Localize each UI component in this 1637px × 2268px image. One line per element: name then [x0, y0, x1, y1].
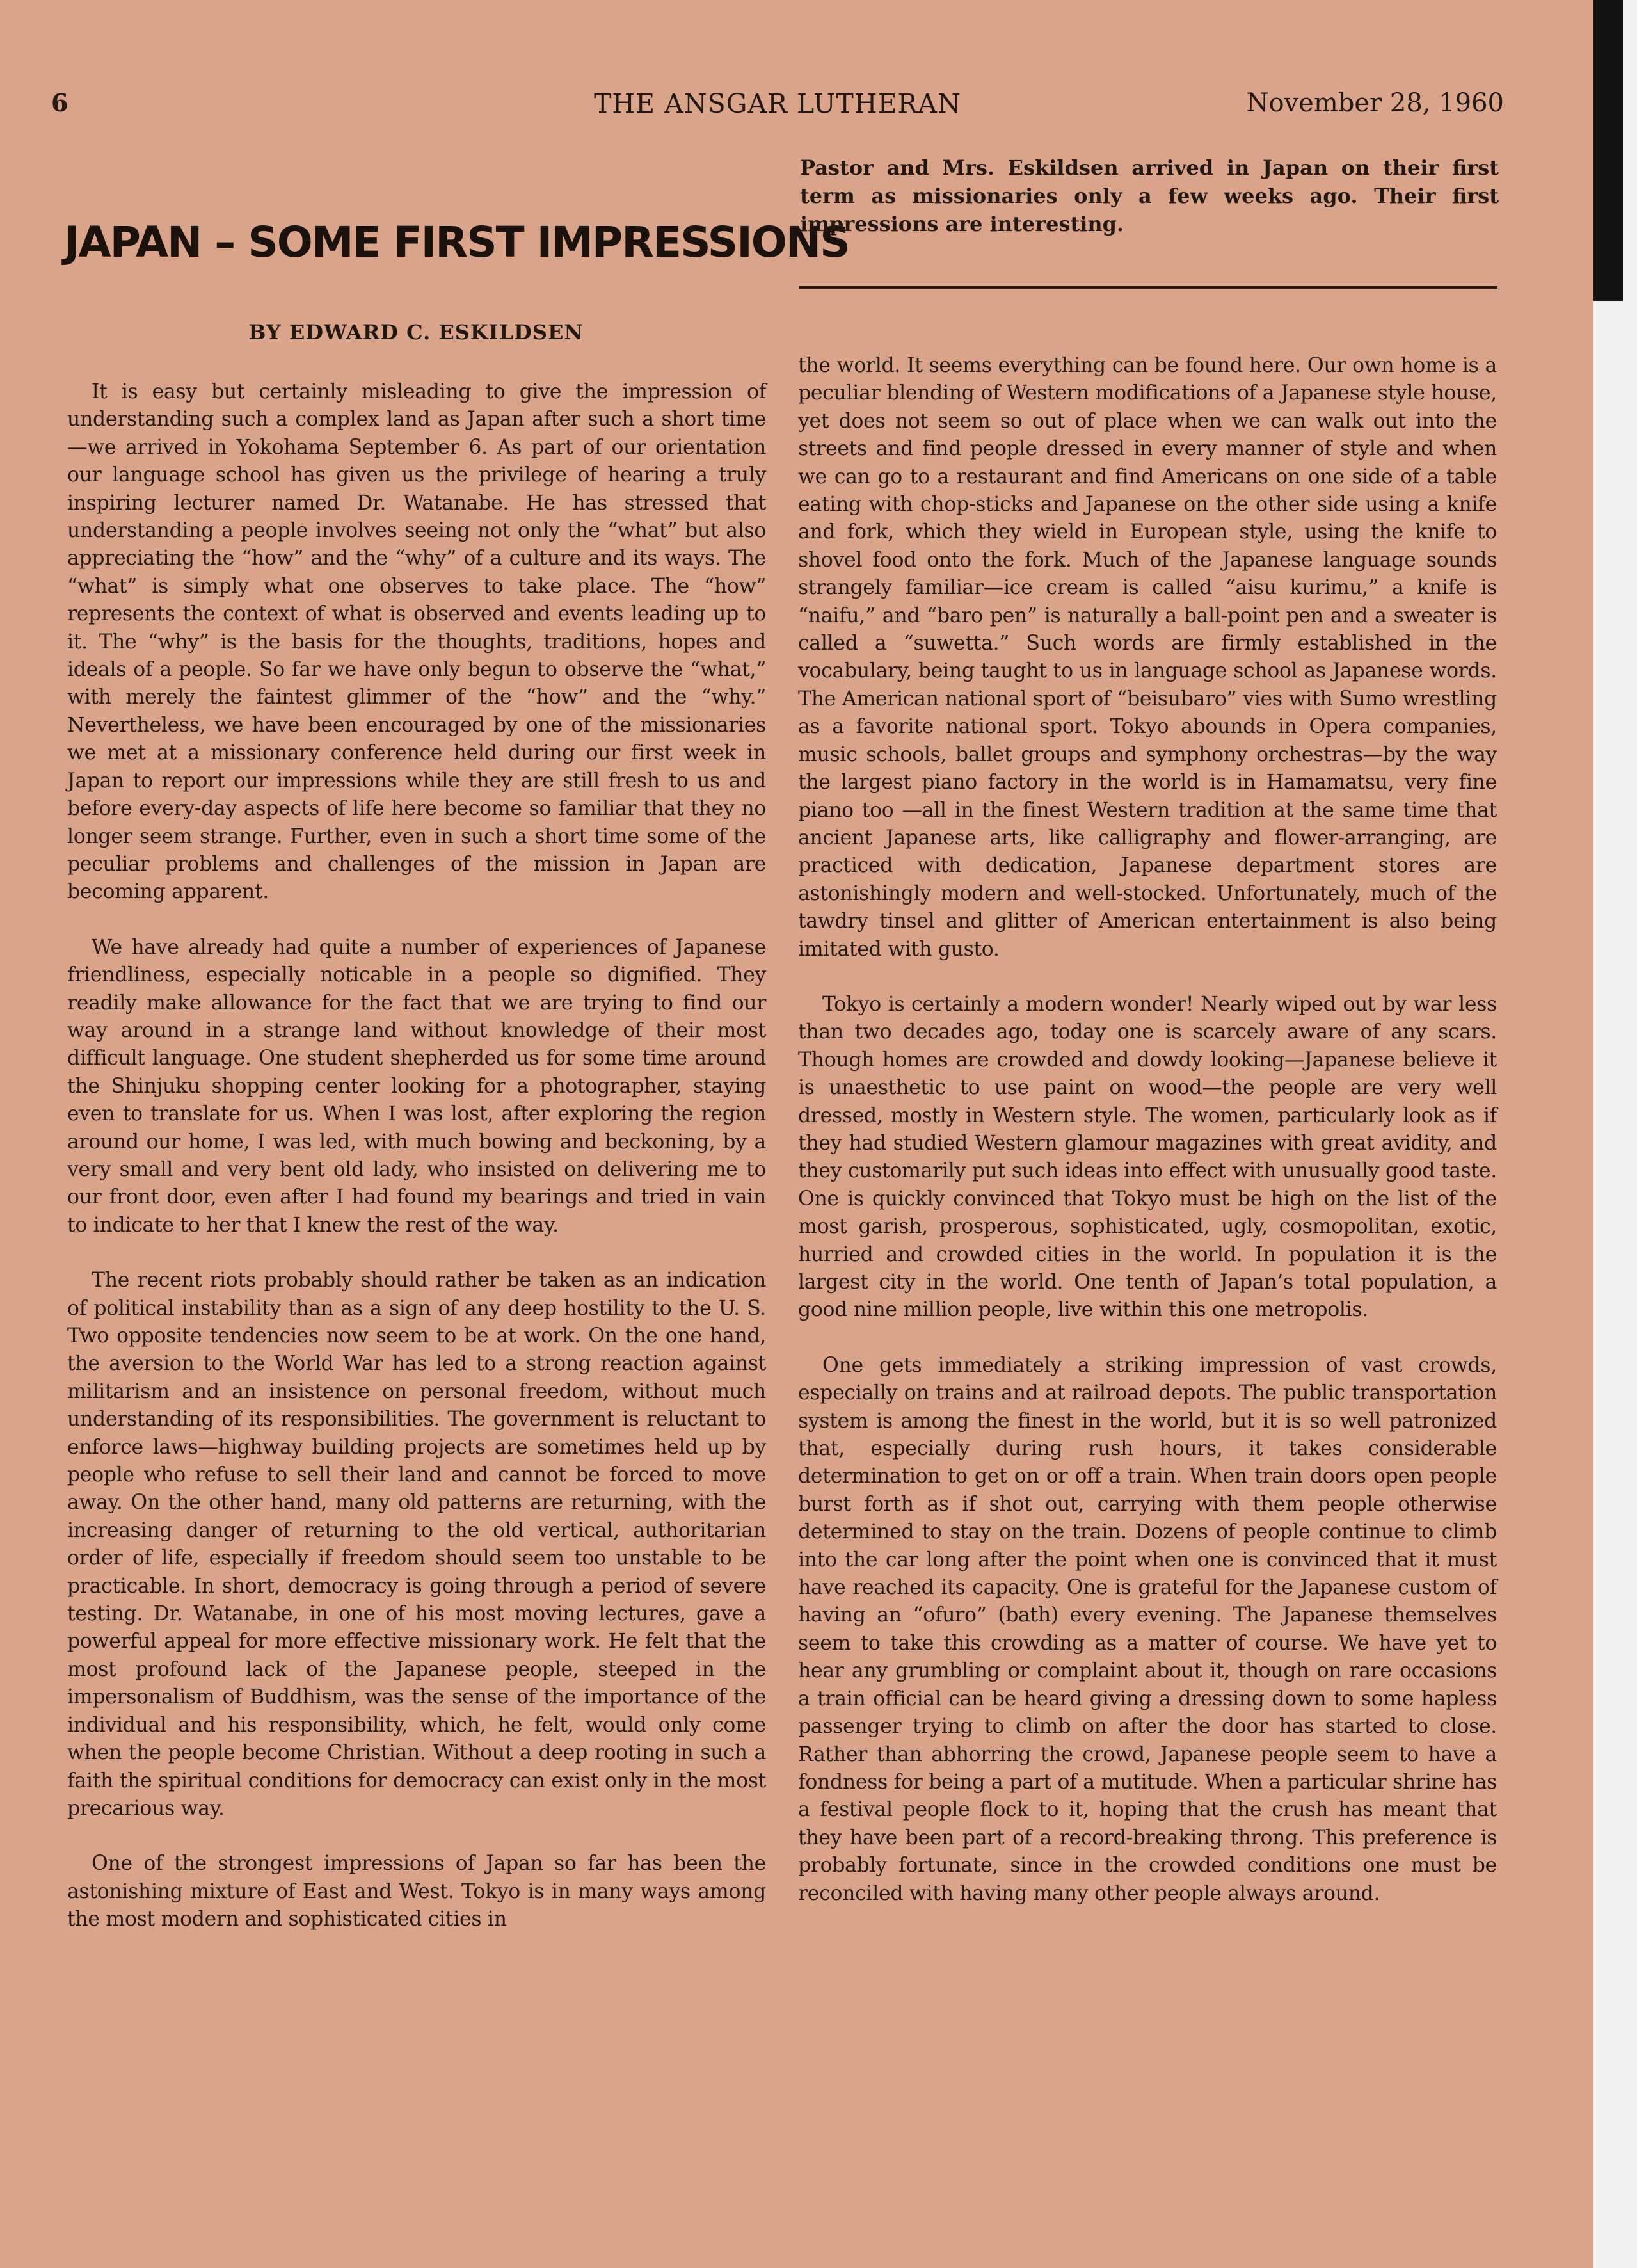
publication-title: THE ANSGAR LUTHERAN	[594, 88, 961, 119]
paragraph: The recent riots probably should rather be taken as an indication of political instability than as a sign of any deep hostility to the U. S. Two opposite tendencies now seem to be at work. On the one hand, the aversion to the World War has led to a strong reaction against militarism and an insistence on personal freedom, without much understanding of its responsibilities. The government is reluctant to enforce laws—highway building projects are sometimes held up by people who refuse to sell their land and cannot be forced to move away. On the other hand, many old patterns are returning, with the increasing danger of returning to the old vertical, authoritarian order of life, especially if freedom should seem too unstable to be practicable. In short, democracy is going through a period of severe testing. Dr. Watanabe, in one of his most moving lectures, gave a powerful appeal for more effective missionary work. He felt that the most profound lack of the Japanese people, steeped in the impersonalism of Buddhism, was the sense of the importance of the individual and his responsibility, which, he felt, would only come when the people become Christian. Without a deep rooting in such a faith the spiritual conditions for democracy can exist only in the most precarious way.	[67, 1269, 766, 1820]
article-byline: BY EDWARD C. ESKILDSEN	[248, 320, 584, 344]
scan-border	[1593, 0, 1623, 301]
page-number: 6	[51, 88, 68, 117]
paragraph: One of the strongest impressions of Japan so far has been the astonishing mixture of East and West. Tokyo is in many ways among the most modern and sophisticated cities in	[67, 1852, 766, 1931]
article-title: JAPAN – SOME FIRST IMPRESSIONS	[64, 218, 849, 267]
paragraph: Tokyo is certainly a modern wonder! Nearly wiped out by war less than two decades ago, today one is scarcely aware of any scars. Though homes are crowded and dowdy looking—Japanese believe it is unaesthetic to use paint on wood—the people are very well dressed, mostly in Western style. The women, particularly look as if they had studied Western glamour magazines with great avidity, and they customarily put such ideas into effect with unusually good taste. One is quickly convinced that Tokyo must be high on the list of the most garish, prosperous, sophisticated, ugly, cosmopolitan, exotic, hurried and crowded cities in the world. In population it is the largest city in the world. One tenth of Japan’s total population, a good nine million people, live within this one metropolis.	[798, 992, 1497, 1322]
article-intro: Pastor and Mrs. Eskildsen arrived in Japan on their first term as missionaries only a few weeks ago. Their first impressions are interesting.	[800, 156, 1499, 236]
paragraph: the world. It seems everything can be found here. Our own home is a peculiar blending of Western modifications of a Japanese style house, yet does not seem so out of place when we can walk out into the streets and find people dressed in every manner of style and when we can go to a restaurant and find Americans on one side of a table eating with chop-sticks and Japanese on the other side using a knife and fork, which they wield in European style, using the knife to shovel food onto the fork. Much of the Japanese language sounds strangely familiar—ice cream is called “aisu kurimu,” a knife is “naifu,” and “baro pen” is naturally a ball-point pen and a sweater is called a “suwetta.” Such words are firmly established in the vocabulary, being taught to us in language school as Japanese words. The American national sport of “beisubaro” vies with Sumo wrestling as a favorite national sport. Tokyo abounds in Opera companies, music schools, ballet groups and symphony orchestras—by the way the largest piano factory in the world is in Hamamatsu, very fine piano too —all in the finest Western tradition at the same time that ancient Japanese arts, like calligraphy and flower-arranging, are practiced with dedication, Japanese department stores are astonishingly modern and well-stocked. Unfortunately, much of the tawdry tinsel and glitter of American entertainment is also being imitated with gusto.	[798, 354, 1497, 961]
page-edge	[1593, 0, 1637, 2268]
intro-divider	[799, 286, 1497, 289]
article-column-left	[67, 378, 766, 1934]
article-column-right	[798, 352, 1497, 1908]
paragraph: We have already had quite a number of experiences of Japanese friendliness, especially noticable in a people so dignified. They readily make allowance for the fact that we are trying to find our way around in a strange land without knowledge of their most difficult language. One student shepherded us for some time around the Shinjuku shopping center looking for a photographer, staying even to translate for us. When I was lost, after exploring the region around our home, I was led, with much bowing and beckoning, by a very small and very bent old lady, who insisted on delivering me to our front door, even after I had found my bearings and tried in vain to indicate to her that I knew the rest of the way.	[67, 935, 766, 1237]
paragraph: It is easy but certainly misleading to give the impression of understanding such a complex land as Japan after such a short time—we arrived in Yokohama September 6. As part of our orientation our language school has given us the privilege of hearing a truly inspiring lecturer named Dr. Watanabe. He has stressed that understanding a people involves seeing not only the “what” but also appreciating the “how” and the “why” of a culture and its ways. The “what” is simply what one observes to take place. The “how” represents the context of what is observed and events leading up to it. The “why” is the basis for the thoughts, traditions, hopes and ideals of a people. So far we have only begun to observe the “what,” with merely the faintest glimmer of the “how” and the “why.” Nevertheless, we have been encouraged by one of the missionaries we met at a missionary conference held during our first week in Japan to report our impressions while they are still fresh to us and before every-day aspects of life here become so familiar that they no longer seem strange. Further, even in such a short time some of the peculiar problems and challenges of the mission in Japan are becoming apparent.	[67, 380, 766, 904]
issue-date: November 28, 1960	[1246, 88, 1504, 118]
page-header	[51, 88, 1504, 127]
paragraph: One gets immediately a striking impression of vast crowds, especially on trains and at railroad depots. The public transportation system is among the finest in the world, but it is so well patronized that, especially during rush hours, it takes considerable determination to get on or off a train. When train doors open people burst forth as if shot out, carrying with them people otherwise determined to stay on the train. Dozens of people continue to climb into the car long after the point when one is convinced that it must have reached its capacity. One is grateful for the Japanese custom of having an “ofuro” (bath) every evening. The Japanese themselves seem to take this crowding as a matter of course. We have yet to hear any grumbling or complaint about it, though on rare occasions a train official can be heard giving a dressing down to some hapless passenger trying to climb on after the door has started to close. Rather than abhorring the crowd, Japanese people seem to have a fondness for being a part of a mutitude. When a particular shrine has a festival people flock to it, hoping that the crush has meant that they have been part of a record-breaking throng. This preference is probably fortunate, since in the crowded conditions one must be reconciled with having many other people always around.	[798, 1353, 1497, 1905]
